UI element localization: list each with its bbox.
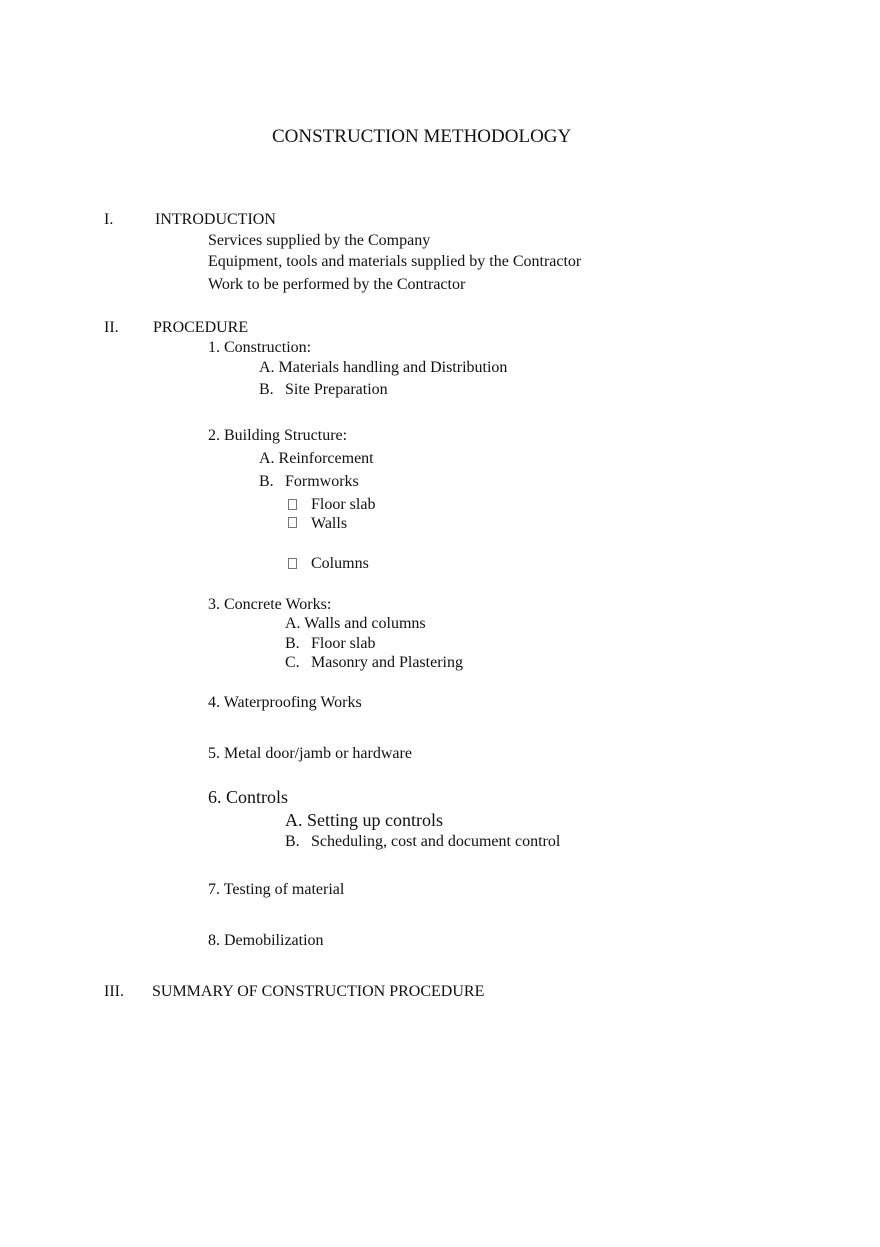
bullet-box-icon xyxy=(288,499,297,510)
section-3-heading: SUMMARY OF CONSTRUCTION PROCEDURE xyxy=(152,983,485,1000)
controls-label: 6. Controls xyxy=(208,787,289,807)
page-title: CONSTRUCTION METHODOLOGY xyxy=(272,126,572,147)
metal-door-hardware: 5. Metal door/jamb or hardware xyxy=(208,745,412,762)
bullet-box-icon xyxy=(288,558,297,569)
formworks-bullet-walls: Walls xyxy=(311,515,348,532)
formworks-bullet-columns: Columns xyxy=(311,555,369,572)
concrete-works-label: 3. Concrete Works: xyxy=(208,596,332,613)
section-2-numeral: II. xyxy=(104,319,119,336)
building-item-a: A. Reinforcement xyxy=(259,450,374,467)
concrete-item-a: A. Walls and columns xyxy=(285,615,426,632)
concrete-item-b-letter: B. xyxy=(285,635,300,652)
formworks-bullet-floor-slab: Floor slab xyxy=(311,496,376,513)
testing-of-material: 7. Testing of material xyxy=(208,881,345,898)
construction-item-a: A. Materials handling and Distribution xyxy=(259,359,508,376)
section-1-heading: INTRODUCTION xyxy=(155,211,276,228)
controls-item-a: A. Setting up controls xyxy=(285,810,443,830)
building-item-b-text: Formworks xyxy=(285,473,359,490)
building-item-b-letter: B. xyxy=(259,473,274,490)
concrete-item-b-text: Floor slab xyxy=(311,635,376,652)
section-1-numeral: I. xyxy=(104,211,114,228)
demobilization: 8. Demobilization xyxy=(208,932,324,949)
controls-item-b-text: Scheduling, cost and document control xyxy=(311,833,561,850)
building-structure-label: 2. Building Structure: xyxy=(208,427,348,444)
controls-item-b-letter: B. xyxy=(285,833,300,850)
construction-item-b-letter: B. xyxy=(259,381,274,398)
intro-item-services: Services supplied by the Company xyxy=(208,232,431,249)
waterproofing-works: 4. Waterproofing Works xyxy=(208,694,362,711)
concrete-item-c-letter: C. xyxy=(285,654,300,671)
section-2-heading: PROCEDURE xyxy=(153,319,249,336)
construction-item-b-text: Site Preparation xyxy=(285,381,388,398)
intro-item-equipment: Equipment, tools and materials supplied by the Contractor xyxy=(208,253,582,270)
concrete-item-c-text: Masonry and Plastering xyxy=(311,654,463,671)
bullet-box-icon xyxy=(288,517,297,528)
intro-item-work: Work to be performed by the Contractor xyxy=(208,276,466,293)
construction-label: 1. Construction: xyxy=(208,339,312,356)
section-3-numeral: III. xyxy=(104,983,124,1000)
